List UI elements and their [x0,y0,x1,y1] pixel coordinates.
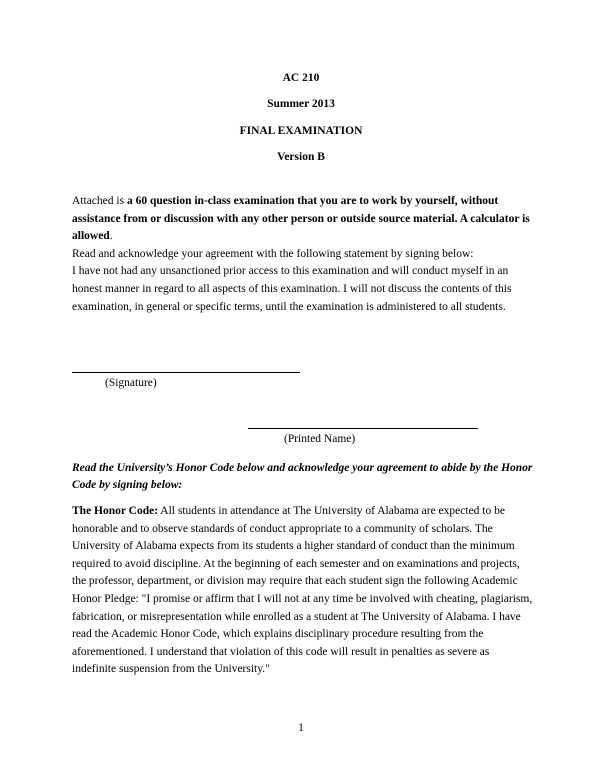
printed-name-line[interactable] [248,428,478,429]
honor-code-title: The Honor Code: [72,505,159,517]
exam-version: Version B [277,151,325,163]
course-code: AC 210 [282,72,320,84]
integrity-statement: I have not had any unsanctioned prior access to this examination and will conduct myself in an honest manner in regard to all aspects of this examination. I will not discuss the contents of this examination, in general or specific terms, until the examination is administered to all students. [72,265,512,313]
exam-title: FINAL EXAMINATION [239,125,363,137]
instructions-bold: a 60 question in-class examination that you are to work by yourself, without assistance from or discussion with any other person or outside source material. A calculator is allowed [72,195,530,243]
signature-label: (Signature) [105,377,157,389]
page-number: 1 [298,722,304,734]
acknowledge-prompt: Read and acknowledge your agreement with the following statement by signing below: [72,247,474,260]
instructions-lead: Attached is [72,195,127,207]
instructions [72,193,534,316]
instructions-end: . [109,230,113,243]
honor-code-intro: Read the University’s Honor Code below and acknowledge your agreement to abide by the Honor Code by signing below: [72,462,533,491]
printed-name-label: (Printed Name) [284,433,356,445]
term: Summer 2013 [267,98,335,110]
honor-code-text [72,503,534,679]
signature-line[interactable] [72,372,300,373]
honor-code-body: All students in attendance at The University of Alabama are expected to be honorable and to observe standards of conduct appropriate to a community of scholars. The University of Alabama expects from its students a higher standard of conduct than the minimum required to avoid discipline. At the beginning of each semester and on examinations and projects, the professor, department, or division may require that each student sign the following Academic Honor Pledge: "I promise or affirm that I will not at any time be involved with cheating, plagiarism, fabrication, or misrepresentation while enrolled as a student at The University of Alabama. I have read the Academic Honor Code, which explains disciplinary procedure resulting from the aforementioned. I understand that violation of this code will result in penalties as severe as indefinite suspension from the University." [72,505,533,676]
